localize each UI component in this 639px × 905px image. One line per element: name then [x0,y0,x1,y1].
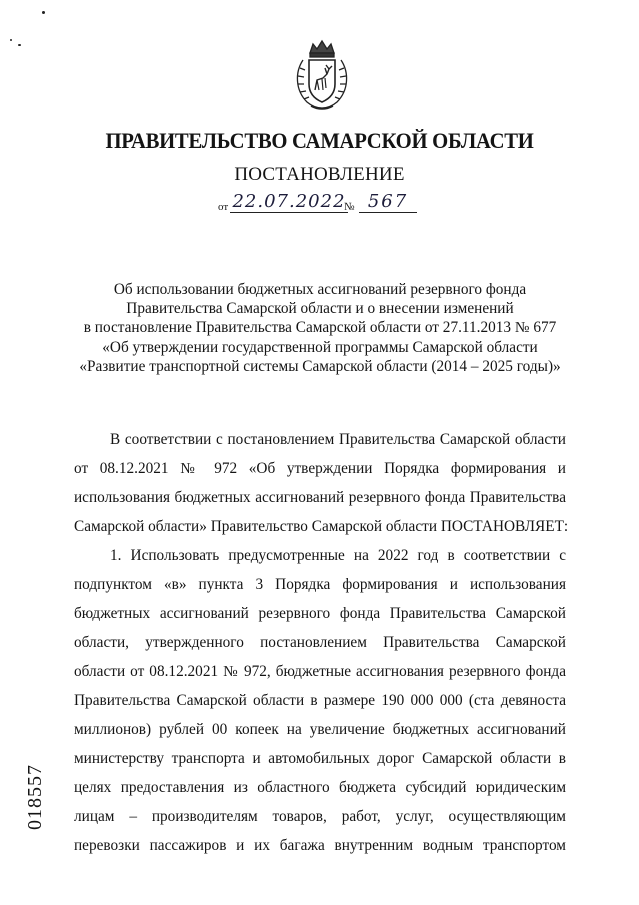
body-line: министерству транспорта и автомобильных дорог Самарской области в [74,750,566,767]
body-line: В соответствии с постановлением Правительства Самарской области [110,431,566,448]
subject-line: Правительства Самарской области и о внесении изменений [126,300,514,318]
body-line: миллионов) рублей 00 копеек на увеличение бюджетных ассигнований [74,721,566,738]
organization-title: ПРАВИТЕЛЬСТВО САМАРСКОЙ ОБЛАСТИ [105,128,534,153]
body-line: Самарской области» Правительство Самарской области ПОСТАНОВЛЯЕТ: [74,518,569,535]
subject-line: «Развитие транспортной системы Самарской области (2014 – 2025 годы)» [79,357,561,375]
side-serial-code: 018557 [24,764,46,830]
document-subject [60,280,580,376]
body-line: от 08.12.2021 № 972 «Об утверждении Порядка формирования и [74,460,566,477]
date-prefix: от [218,201,229,213]
subject-line: Об использовании бюджетных ассигнований резервного фонда [113,281,527,298]
body-line: области, утвержденного постановлением Правительства Самарской [74,634,566,651]
coat-of-arms-emblem [289,38,355,112]
subject-line: в постановление Правительства Самарской области от 27.11.2013 № 677 [83,319,557,337]
body-line: бюджетных ассигнований резервного фонда Правительства Самарской [74,605,566,622]
document-number: 567 [359,192,417,213]
date-number-line [218,192,448,218]
body-line: Правительства Самарской области в размере 190 000 000 (ста девяноста [74,692,566,709]
body-line: целях предоставления из областного бюджета субсидий юридическим [74,779,566,796]
number-prefix: № [344,201,355,213]
body-line: лицам – производителям товаров, работ, услуг, осуществляющим [74,808,566,825]
subject-line: «Об утверждении государственной программы Самарской области [102,338,538,356]
body-line: области от 08.12.2021 № 972, бюджетные ассигнования резервного фонда [74,663,566,680]
scan-speck [42,11,45,14]
body-line: 1. Использовать предусмотренные на 2022 год в соответствии с [110,547,566,564]
scan-speck [10,39,12,41]
document-type: ПОСТАНОВЛЕНИЕ [234,164,405,185]
document-body [74,425,569,860]
body-line: перевозки пассажиров и их багажа внутренним водным транспортом [74,837,566,854]
scan-speck [18,44,21,46]
body-line: подпунктом «в» пункта 3 Порядка формирования и использования [74,576,566,593]
document-date: 22.07.2022 [230,192,348,213]
body-line: использования бюджетных ассигнований резервного фонда Правительства [74,489,566,506]
